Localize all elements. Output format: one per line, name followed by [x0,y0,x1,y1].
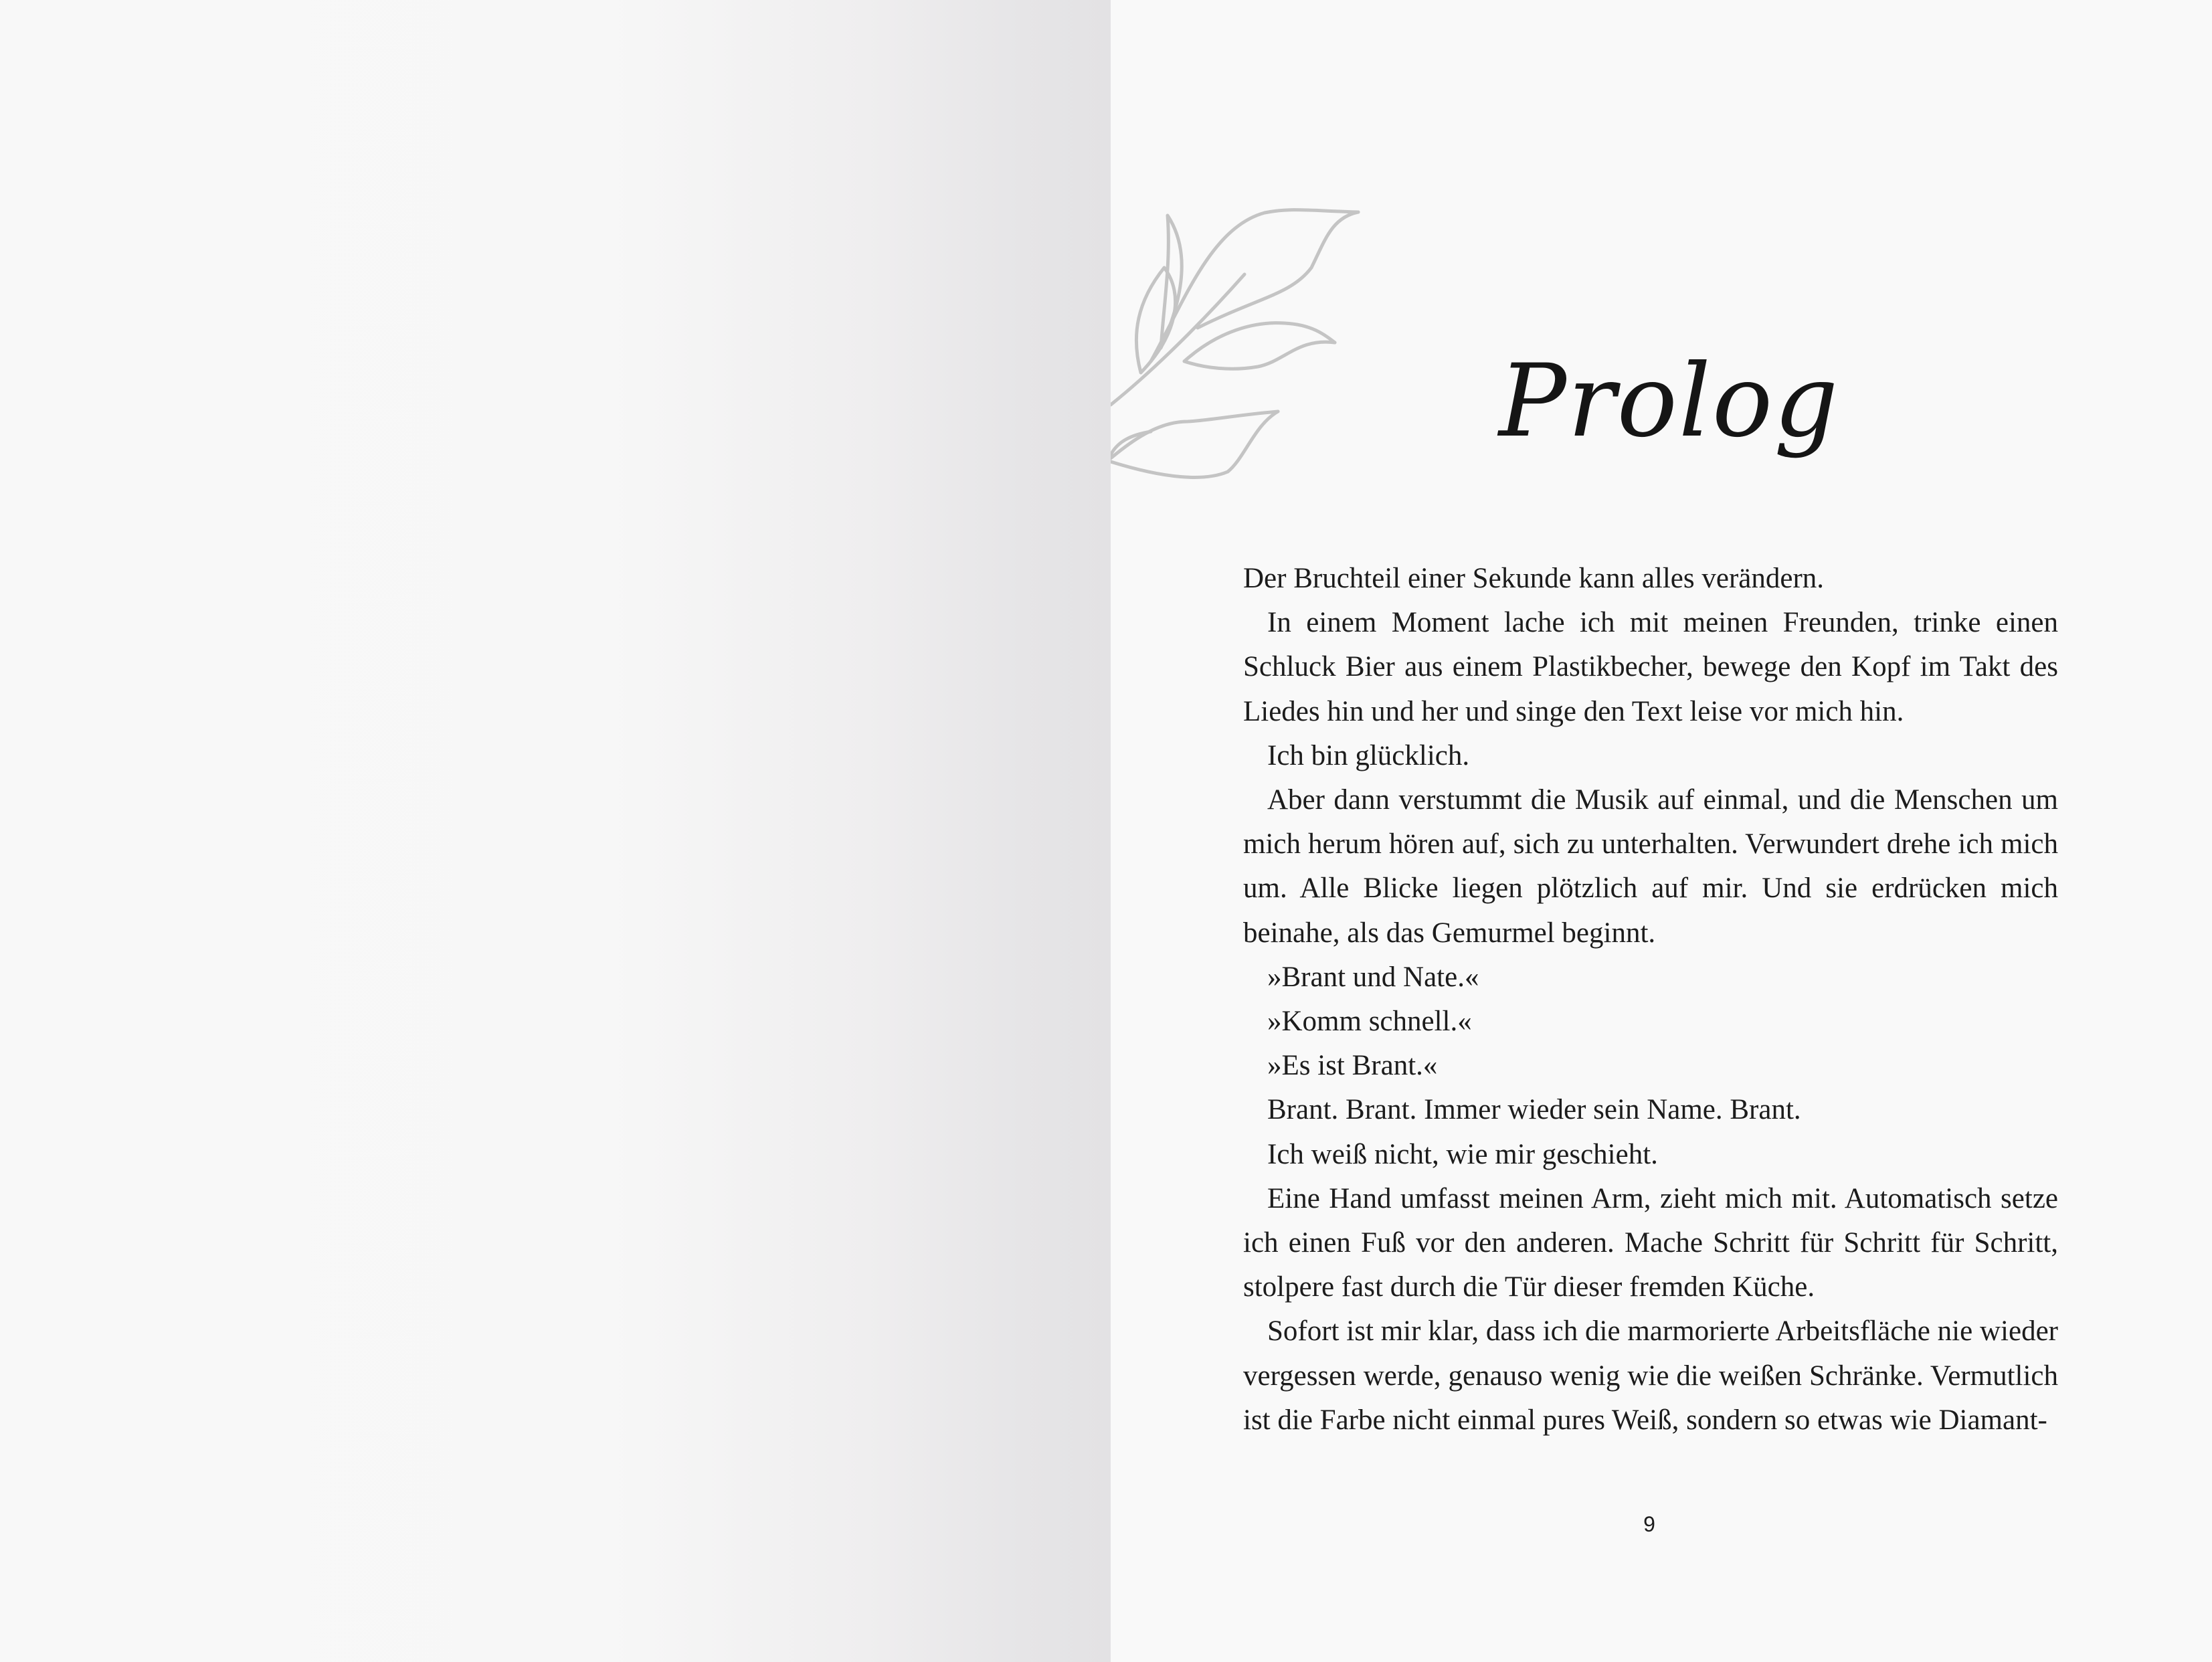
paragraph: Der Bruchteil einer Sekunde kann alles verändern. [1243,563,1825,594]
paragraph: »Komm schnell.« [1267,1006,1472,1038]
paragraph: Eine Hand umfasst meinen Arm, zieht mich mit. Automatisch setze ich einen Fuß vor den anderen. Mache Schritt für Schritt für Schritt, stolpere fast durch die Tür dieser fremden Küche. [1243,1182,2058,1303]
paragraph: Sofort ist mir klar, dass ich die marmorierte Arbeitsfläche nie wieder vergessen werde, genauso wenig wie die weißen Schränke. Vermutlich ist die Farbe nicht einmal pures Weiß, sondern so etwas wie Diamant- [1243,1315,2058,1436]
paragraph: »Brant und Nate.« [1267,961,1479,993]
chapter-body [1243,557,2058,1443]
paragraph: Ich bin glücklich. [1267,739,1470,771]
paragraph: Brant. Brant. Immer wieder sein Name. Brant. [1267,1094,1801,1126]
paragraph: Aber dann verstummt die Musik auf einmal, und die Menschen um mich herum hören auf, sich zu unterhalten. Verwundert drehe ich mich um. Alle Blicke liegen plötzlich auf mir. Und sie erdrücken mich beinahe, als das Gemurmel beginnt. [1243,784,2058,949]
leaf-branch-icon [1111,201,1378,482]
paragraph: In einem Moment lache ich mit meinen Freunden, trinke einen Schluck Bier aus einem Plastikbecher, bewege den Kopf im Takt des Liedes hin und her und singe den Text leise vor mich hin. [1243,607,2058,727]
page-number: 9 [1643,1512,1655,1536]
paragraph: »Es ist Brant.« [1267,1050,1438,1082]
chapter-title: Prolog [1499,343,1840,460]
paragraph: Ich weiß nicht, wie mir geschieht. [1267,1138,1658,1170]
